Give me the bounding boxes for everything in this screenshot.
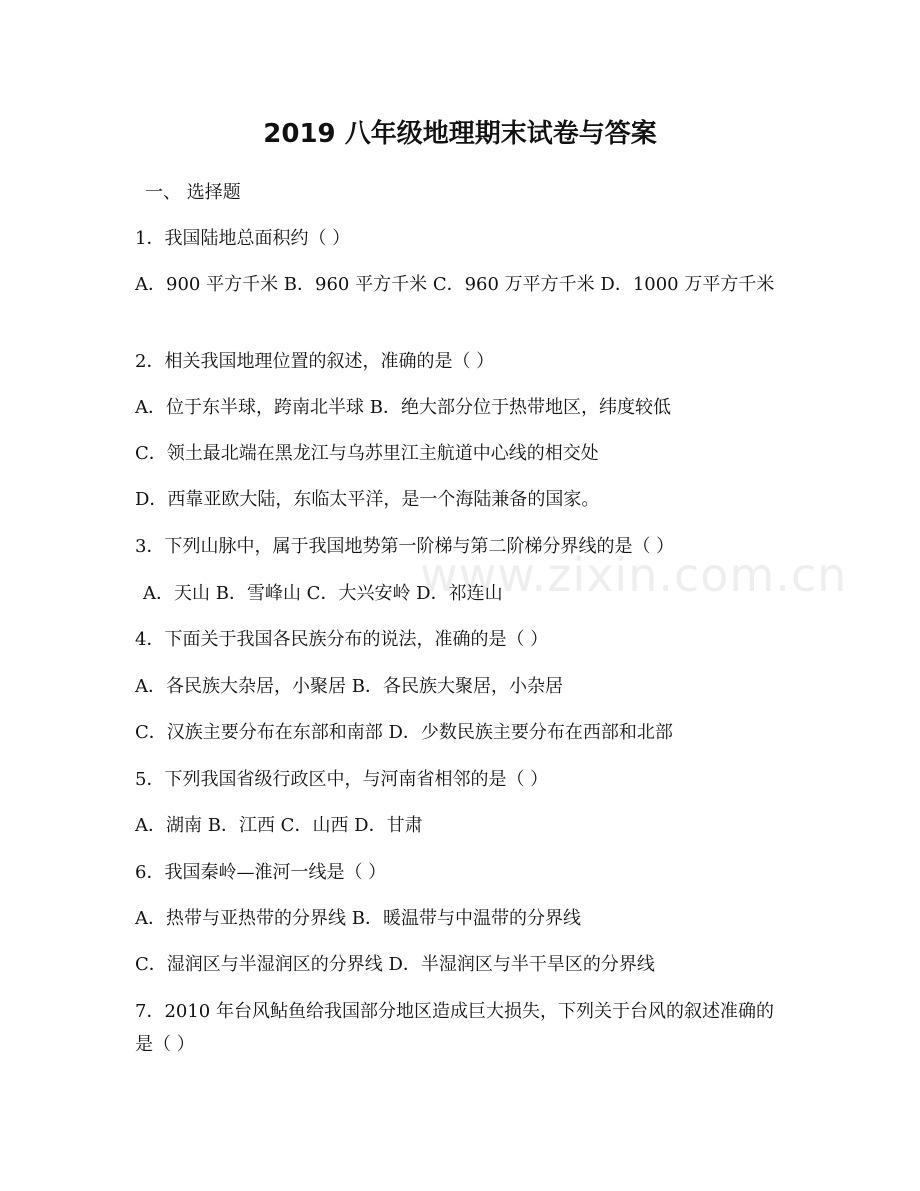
section-heading: 一、 选择题	[145, 182, 241, 203]
question-2-option-d: D．西靠亚欧大陆，东临太平洋，是一个海陆兼备的国家。	[135, 489, 600, 510]
question-7: 7．2010 年台风鲇鱼给我国部分地区造成巨大损失，下列关于台风的叙述准确的是（ ）	[135, 1001, 774, 1055]
question-4-options-cd: C．汉族主要分布在东部和南部 D．少数民族主要分布在西部和北部	[135, 722, 673, 743]
question-4: 4．下面关于我国各民族分布的说法，准确的是（ ）	[135, 629, 549, 650]
question-6-options-ab: A．热带与亚热带的分界线 B．暖温带与中温带的分界线	[135, 908, 581, 929]
question-6-options-cd: C．湿润区与半湿润区的分界线 D．半湿润区与半干旱区的分界线	[135, 954, 655, 975]
question-5: 5．下列我国省级行政区中，与河南省相邻的是（ ）	[135, 769, 549, 790]
question-2: 2．相关我国地理位置的叙述，准确的是（ ）	[135, 351, 495, 372]
question-6: 6．我国秦岭—淮河一线是（ ）	[135, 862, 387, 883]
question-4-options-ab: A．各民族大杂居，小聚居 B．各民族大聚居，小杂居	[135, 676, 563, 697]
question-2-options-ab: A．位于东半球，跨南北半球 B．绝大部分位于热带地区，纬度较低	[135, 397, 671, 418]
question-1: 1．我国陆地总面积约（ ）	[135, 228, 351, 249]
question-2-option-c: C．领土最北端在黑龙江与乌苏里江主航道中心线的相交处	[135, 443, 599, 464]
question-1-options: A．900 平方千米 B．960 平方千米 C．960 万平方千米 D．1000 万平方千米	[135, 274, 775, 295]
watermark: www.zixin.com.cn	[420, 548, 848, 602]
question-5-options: A．湖南 B．江西 C．山西 D．甘肃	[135, 815, 423, 836]
page-title: 2019 八年级地理期末试卷与答案	[263, 119, 657, 149]
question-3: 3．下列山脉中，属于我国地势第一阶梯与第二阶梯分界线的是（ ）	[135, 536, 675, 557]
question-3-options: A．天山 B．雪峰山 C．大兴安岭 D．祁连山	[143, 583, 503, 604]
